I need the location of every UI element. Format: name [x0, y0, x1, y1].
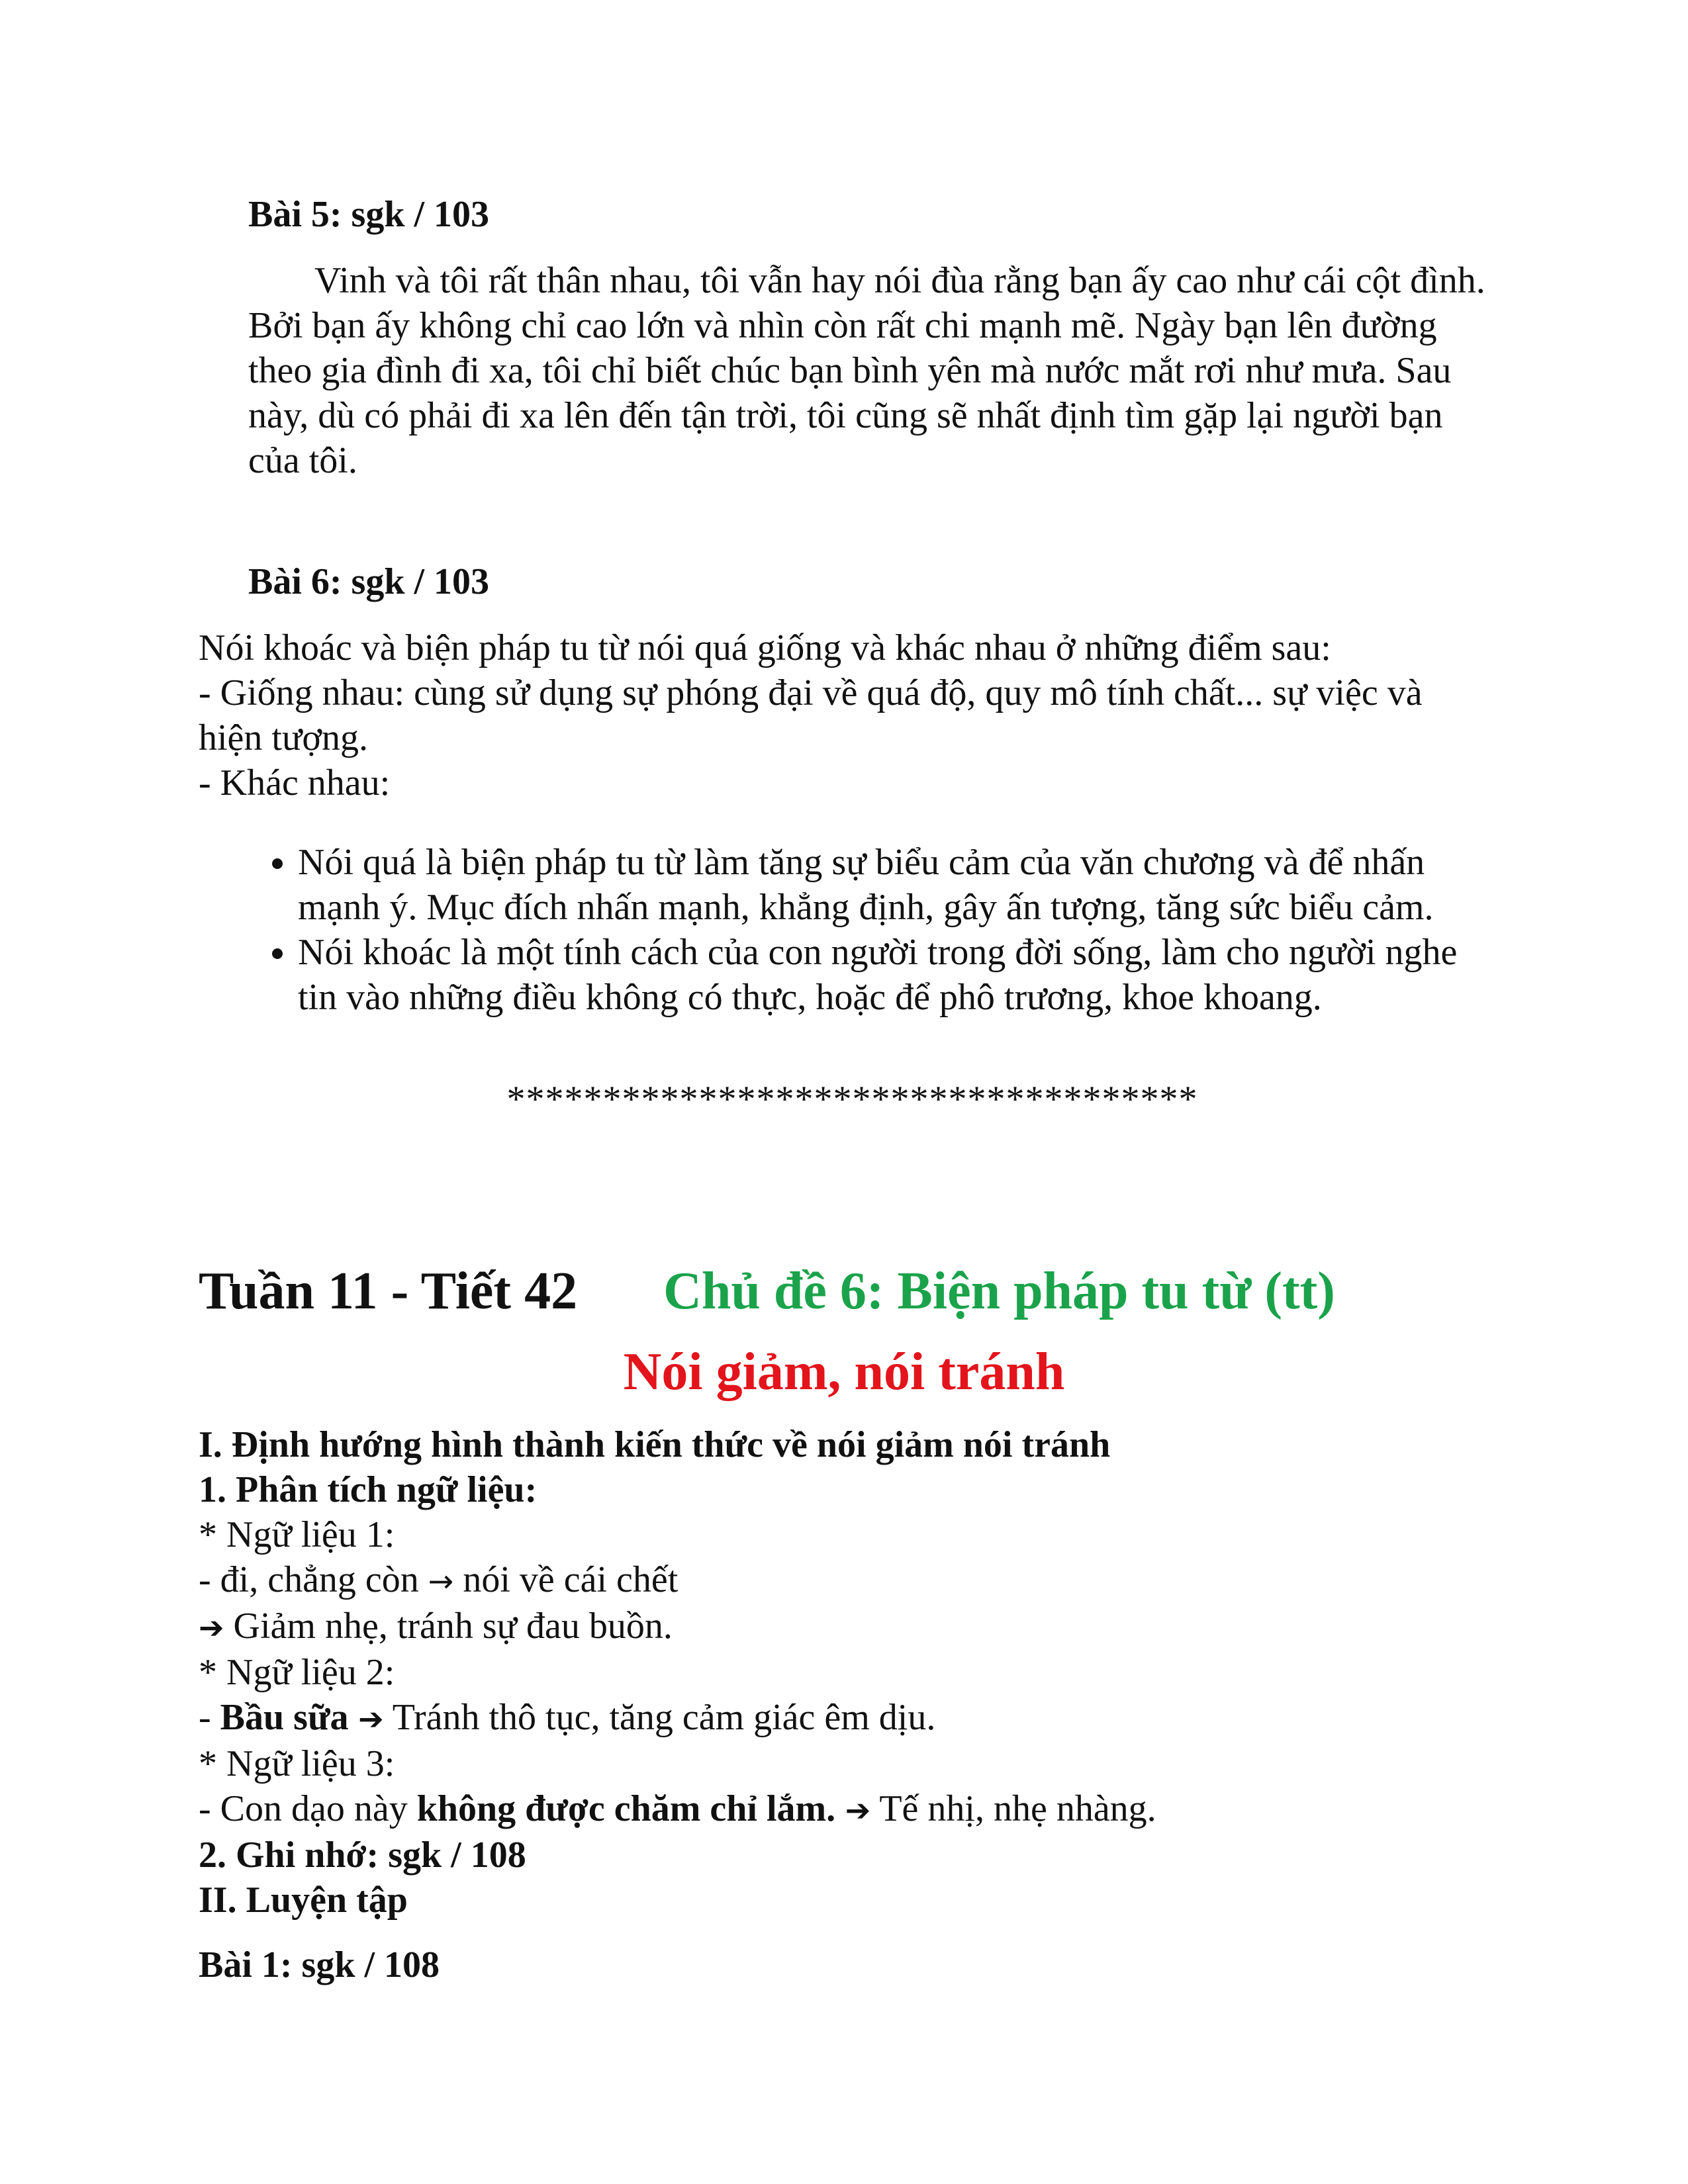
list-item: • Nói quá là biện pháp tu từ làm tăng sự biểu cảm của văn chương và để nhấn mạnh ý. Mục đích nhấn mạnh, khẳng định, gây ấn tượng, tăng sức biểu cảm. — [298, 840, 1489, 930]
ngu-lieu-2-tail: Tránh thô tục, tăng cảm giác êm dịu. — [383, 1697, 936, 1738]
ghi-nho-heading: 2. Ghi nhớ: sgk / 108 — [199, 1835, 526, 1876]
ngu-lieu-2-prefix: - — [199, 1697, 220, 1738]
topic-title: Chủ đề 6: Biện pháp tu từ (tt) — [663, 1262, 1335, 1320]
bai6-heading-block — [199, 559, 1489, 604]
ngu-lieu-2-line — [199, 1695, 1489, 1741]
lesson-title: Nói giảm, nói tránh — [623, 1343, 1065, 1401]
week-label: Tuần 11 - Tiết 42 — [199, 1262, 578, 1320]
ngu-lieu-1-tail: nói về cái chết — [453, 1559, 679, 1600]
ngu-lieu-2-label: * Ngữ liệu 2: — [199, 1652, 395, 1693]
section2-bai1-heading: Bài 1: sgk / 108 — [199, 1944, 440, 1985]
ngu-lieu-3-tail: Tế nhị, nhẹ nhàng. — [870, 1788, 1156, 1829]
arrow-bold-right-icon: ➔ — [199, 1610, 224, 1645]
list-item: • Nói khoác là một tính cách của con người trong đời sống, làm cho người nghe tin vào những điều không có thực, hoặc để phô trương, khoe khoang. — [298, 930, 1489, 1020]
ngu-lieu-1-label: * Ngữ liệu 1: — [199, 1514, 395, 1555]
section1-heading: I. Định hướng hình thành kiến thức về nói giảm nói tránh — [199, 1424, 1111, 1465]
arrow-bold-right-icon: ➔ — [835, 1792, 871, 1828]
section2-heading: II. Luyện tập — [199, 1880, 408, 1921]
arrow-right-icon: → — [428, 1563, 454, 1599]
bai5-block — [199, 192, 1489, 483]
document-page — [199, 192, 1489, 1987]
section1-subheading: 1. Phân tích ngữ liệu: — [199, 1469, 538, 1510]
bai6-bullet-list — [199, 840, 1489, 1020]
week-heading — [199, 1258, 1489, 1324]
bai6-similar: - Giống nhau: cùng sử dụng sự phóng đại về quá độ, quy mô tính chất... sự việc và hiện tượng. — [199, 672, 1423, 758]
bai6-different-label: - Khác nhau: — [199, 762, 391, 803]
ngu-lieu-3-line — [199, 1786, 1489, 1833]
bai5-heading: Bài 5: sgk / 103 — [248, 194, 490, 235]
ngu-lieu-1-text: - đi, chẳng còn — [199, 1559, 428, 1600]
ngu-lieu-1-conclusion: Giảm nhẹ, tránh sự đau buồn. — [224, 1606, 673, 1647]
bai6-intro: Nói khoác và biện pháp tu từ nói quá giống và khác nhau ở những điểm sau: — [199, 627, 1331, 668]
ngu-lieu-2-bold: Bầu sữa — [220, 1697, 349, 1738]
ngu-lieu-1-line2 — [199, 1604, 1489, 1650]
arrow-bold-right-icon: ➔ — [348, 1701, 384, 1737]
bai6-heading: Bài 6: sgk / 103 — [248, 561, 490, 602]
ngu-lieu-3-prefix: - Con dạo này — [199, 1788, 417, 1829]
ngu-lieu-3-bold: không được chăm chỉ lắm. — [416, 1788, 836, 1829]
ngu-lieu-3-label: * Ngữ liệu 3: — [199, 1743, 395, 1784]
ngu-lieu-1-line1 — [199, 1557, 1489, 1604]
bai5-paragraph: Vinh và tôi rất thân nhau, tôi vẫn hay nói đùa rằng bạn ấy cao như cái cột đình. Bởi bạn ấy không chỉ cao lớn và nhìn còn rất chi mạnh mẽ. Ngày bạn lên đường theo gia đình đi xa, tôi chỉ biết chúc bạn bình yên mà nước mắt rơi như mưa. Sau này, dù có phải đi xa lên đến tận trời, tôi cũng sẽ nhất định tìm gặp lại người bạn của tôi. — [248, 260, 1485, 481]
separator-stars: ************************************ — [506, 1079, 1198, 1120]
